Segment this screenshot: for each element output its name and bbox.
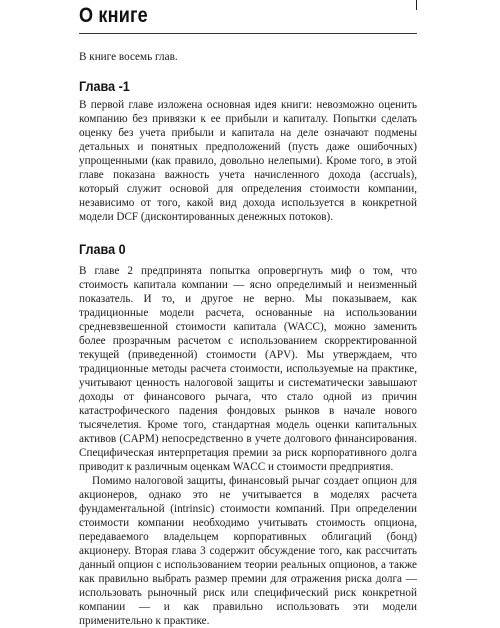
- page-edge-rule: [416, 0, 417, 10]
- intro-paragraph: В книге восемь глав.: [79, 51, 178, 63]
- section-heading-chapter-0: Глава 0: [79, 241, 126, 257]
- section-2-paragraph-2: Помимо налоговой защиты, финансовый рычаг создает опцион для акционеров, однако это не учитывается в моделях расчета фундаментальной (intrinsic) стоимости компаний. При определении стоимости компании необходимо учитывать стоимость опциона, передаваемого владельцем корпоративных облигаций (бонд) акционеру. Вторая глава 3 содержит обсуждение того, как рассчитать данный опцион с использованием теории реальных опционов, а также как правильно выбрать размер премии для отражения риска долга — использовать рыночный риск или специфический риск конкретной компании — и как правильно использовать эти модели применительно к практике.: [79, 475, 417, 627]
- chapter-title: О книге: [79, 4, 148, 27]
- section-1-paragraph-1: В первой главе изложена основная идея книги: невозможно оценить компанию без привязки к ее прибыли и капиталу. Попытки сделать оценку без учета прибыли и капитала на деле означают подмены детальных и понятных предположений (пусть даже ошибочных) упрощенными (как правило, довольно нелепыми). Кроме того, в этой главе показана важность учета начисленного дохода (accruals), который служит основой для определения стоимости компании, независимо от того, какой вид дохода используется в конкретной модели DCF (дисконтированных денежных потоков).: [79, 99, 417, 223]
- section-heading-chapter-minus-1: Глава -1: [79, 78, 130, 94]
- page-content: [79, 50, 417, 628]
- title-underline: [79, 33, 417, 34]
- section-2-paragraph-1: В главе 2 предпринята попытка опровергнуть миф о том, что стоимость капитала компании — ясно определимый и неизменный показатель. И то, и другое не верно. Мы показываем, как традиционные модели расчета, основанные на использовании средневзвешенной стоимости капитала (WACC), можно заменить более прозрачным расчетом с использованием скорректированной текущей (приведенной) стоимости (APV). Мы утверждаем, что традиционные методы расчета стоимости, используемые на практике, учитывают ценность налоговой защиты и систематически завышают доходы от финансового рычага, что стало одной из причин катастрофического падения фондовых рынков в начале нового тысячелетия. Кроме того, стандартная модель оценки капитальных активов (CAPM) непосредственно в учете долгового финансирования. Специфическая интерпретация премии за риск корпоративного долга приводит к различным оценкам WACC и стоимости предприятия.: [79, 265, 417, 473]
